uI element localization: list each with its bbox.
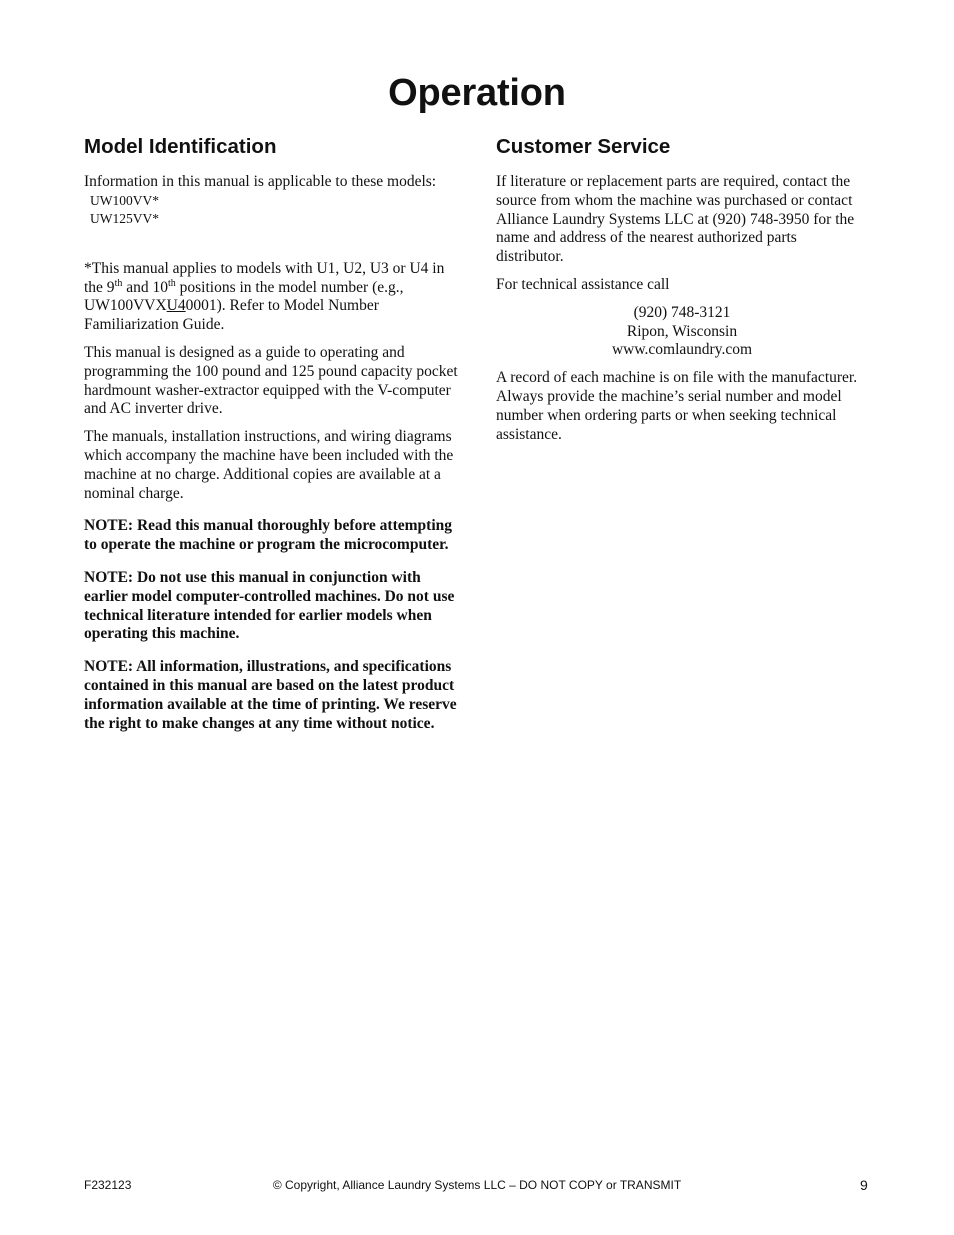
page-title: Operation (388, 72, 566, 114)
model-item: UW125VV* (90, 210, 159, 226)
technical-assistance-paragraph: For technical assistance call (496, 275, 670, 293)
model-identification-heading: Model Identification (84, 135, 277, 158)
copyright-notice: © Copyright, Alliance Laundry Systems LLC – DO NOT COPY or TRANSMIT (272, 1178, 682, 1192)
note-read-manual: NOTE: Read this manual thoroughly before attempting to operate the machine or program the microcomputer. (84, 517, 453, 554)
customer-service-heading: Customer Service (496, 135, 671, 158)
city: Ripon, Wisconsin (626, 322, 738, 340)
website: www.comlaundry.com (611, 341, 753, 359)
document-code: F232123 (84, 1178, 132, 1192)
phone-number: (920) 748-3121 (633, 303, 731, 321)
model-item: UW100VV* (90, 192, 159, 208)
page-number: 9 (860, 1177, 868, 1193)
note-earlier-models: NOTE: Do not use this manual in conjunction with earlier model computer-controlled machines. Do not use technical literature intended for earlier models when operating this machine. (84, 568, 455, 643)
contact-block (496, 304, 868, 360)
model-list (90, 192, 459, 228)
literature-paragraph: If literature or replacement parts are required, contact the source from whom the machine was purchased or contact Alliance Laundry Systems LLC at (920) 748-3950 for the name and address of the nearest authorized parts distributor. (496, 173, 855, 266)
model-identification-section (84, 134, 459, 747)
applies-paragraph: *This manual applies to models with U1, U2, U3 or U4 in the 9th and 10th positions in the model number (e.g., UW100VVXU40001). Refer to Model Number Familiarization Guide. (84, 259, 445, 334)
customer-service-section (496, 134, 868, 453)
guide-paragraph: This manual is designed as a guide to operating and programming the 100 pound and 125 pound capacity pocket hardmount washer-extractor equipped with the V-computer and AC inverter drive. (84, 343, 458, 418)
intro-paragraph: Information in this manual is applicable to these models: (84, 173, 437, 190)
record-paragraph: A record of each machine is on file with the manufacturer. Always provide the machine’s serial number and model number when ordering parts or when seeking technical assistance. (496, 369, 858, 443)
note-specifications: NOTE: All information, illustrations, and specifications contained in this manual are based on the latest product information available at the time of printing. We reserve the right to make changes at any time without notice. (84, 658, 457, 732)
manuals-paragraph: The manuals, installation instructions, and wiring diagrams which accompany the machine have been included with the machine at no charge. Additional copies are available at a nominal charge. (84, 428, 454, 502)
